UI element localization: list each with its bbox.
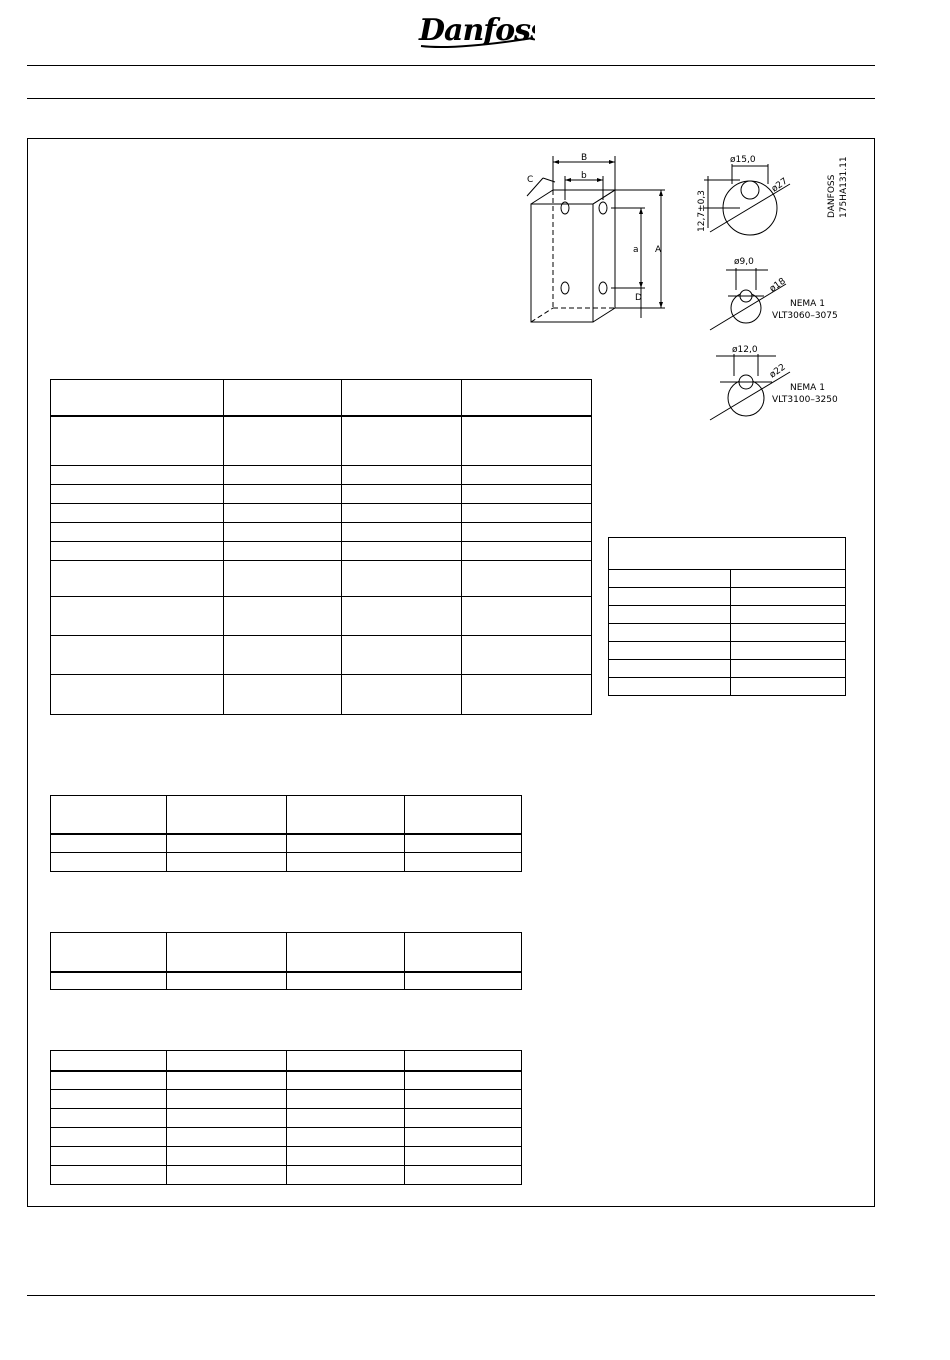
- table-header-row: [51, 933, 522, 972]
- drawing-code-line2: 175HA131.11: [839, 156, 849, 218]
- bottom-dia-large: ø22: [767, 362, 788, 381]
- top-dia-small: ø15,0: [730, 155, 756, 165]
- top-dia-large: ø27: [769, 176, 790, 195]
- lower-table-1: [50, 795, 522, 872]
- table-header-row: [51, 380, 592, 416]
- side-table-row: [609, 642, 846, 660]
- header-rule-top: [27, 65, 875, 66]
- table-row: [51, 1128, 522, 1147]
- dim-label-A: A: [655, 245, 662, 255]
- dim-label-B: B: [581, 153, 588, 163]
- side-table-row: [609, 660, 846, 678]
- table-row: [51, 636, 592, 675]
- table-row: [51, 834, 522, 853]
- table-row: [51, 1071, 522, 1090]
- side-table-row: [609, 570, 846, 588]
- table-row: [51, 972, 522, 990]
- table-row: [51, 561, 592, 597]
- side-table-header-row: [609, 538, 846, 570]
- bottom-nema-label: NEMA 1: [790, 383, 825, 393]
- bottom-model-range: VLT3100–3250: [772, 395, 838, 405]
- table-row: [51, 485, 592, 504]
- table-row: [51, 523, 592, 542]
- dimensions-table: [50, 379, 592, 715]
- table-row: [51, 1090, 522, 1109]
- lower-table-3: [50, 1050, 522, 1185]
- middle-dia-large: ø18: [767, 276, 788, 295]
- side-table-row: [609, 624, 846, 642]
- keyhole-detail-drawing: [690, 148, 865, 423]
- table-row: [51, 542, 592, 561]
- enclosure-dimension-drawing: [515, 148, 675, 328]
- logo-wordmark: Danfoss: [419, 13, 535, 48]
- side-table-row: [609, 606, 846, 624]
- side-table-row: [609, 678, 846, 696]
- header-rule-bottom: [27, 98, 875, 99]
- bottom-dia-small: ø12,0: [732, 345, 758, 355]
- footer-rule: [27, 1295, 875, 1296]
- dim-label-a: a: [633, 245, 639, 255]
- dim-label-b: b: [581, 171, 587, 181]
- table-row: [51, 853, 522, 872]
- table-row: [51, 1109, 522, 1128]
- danfoss-logo: [415, 8, 535, 53]
- drawing-code-line1: DANFOSS: [827, 174, 837, 218]
- danfoss-logo-mark: [415, 8, 535, 53]
- top-offset: 12,7±0,3: [697, 190, 707, 232]
- lower-table-2: [50, 932, 522, 990]
- table-row: [51, 1147, 522, 1166]
- table-row: [51, 1166, 522, 1185]
- middle-model-range: VLT3060–3075: [772, 311, 838, 321]
- table-row: [51, 416, 592, 466]
- table-row: [51, 504, 592, 523]
- dim-label-D: D: [635, 293, 642, 303]
- table-header-row: [51, 796, 522, 834]
- dim-label-C: C: [527, 175, 534, 185]
- side-table: [608, 537, 846, 696]
- middle-nema-label: NEMA 1: [790, 299, 825, 309]
- table-row: [51, 675, 592, 715]
- table-row: [51, 466, 592, 485]
- table-header-row: [51, 1051, 522, 1071]
- side-table-row: [609, 588, 846, 606]
- middle-dia-small: ø9,0: [734, 257, 754, 267]
- table-row: [51, 597, 592, 636]
